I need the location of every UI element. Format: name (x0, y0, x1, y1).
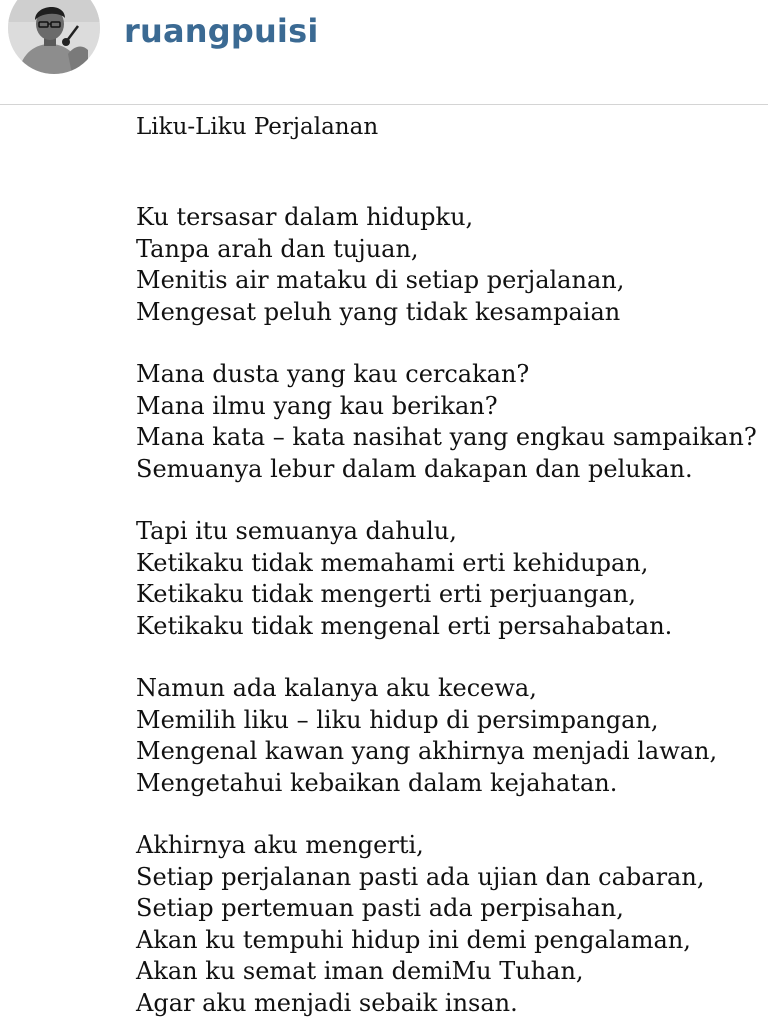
poem-line: Menitis air mataku di setiap perjalanan, (136, 266, 625, 294)
poem-line: Mana dusta yang kau cercakan? (136, 360, 530, 388)
username-link[interactable]: ruangpuisi (124, 12, 319, 50)
stanza (136, 673, 762, 799)
poem-line: Mengenal kawan yang akhirnya menjadi lawan, (136, 737, 718, 765)
profile-photo-icon (8, 0, 100, 74)
poem-line: Setiap perjalanan pasti ada ujian dan cabaran, (136, 862, 705, 891)
poem-line: Semuanya lebur dalam dakapan dan pelukan. (136, 454, 693, 483)
poem-line: Memilih liku – liku hidup di persimpangan, (136, 705, 659, 734)
stanza (136, 359, 762, 485)
poem-line: Mana ilmu yang kau berikan? (136, 391, 498, 420)
poem-line: Agar aku menjadi sebaik insan. (136, 988, 518, 1017)
post-header (0, 0, 768, 105)
poem-line: Mana kata – kata nasihat yang engkau sampaikan? (136, 423, 757, 451)
poem-line: Ketikaku tidak mengenal erti persahabatan. (136, 611, 673, 640)
stanza (136, 202, 762, 328)
poem-line: Ketikaku tidak mengerti erti perjuangan, (136, 580, 636, 608)
stanza (136, 830, 762, 1019)
poem-line: Mengesat peluh yang tidak kesampaian (136, 297, 621, 326)
poem-title: Liku-Liku Perjalanan (136, 114, 379, 140)
poem-line: Akan ku semat iman demiMu Tuhan, (136, 957, 584, 985)
poem-line: Tapi itu semuanya dahulu, (136, 517, 457, 545)
stanza (136, 516, 762, 642)
poem-line: Akan ku tempuhi hidup ini demi pengalaman, (136, 925, 691, 954)
poem-line: Namun ada kalanya aku kecewa, (136, 674, 537, 702)
poem-body (136, 112, 762, 1019)
poem-line: Akhirnya aku mengerti, (136, 831, 424, 859)
poem-line: Mengetahui kebaikan dalam kejahatan. (136, 768, 618, 797)
avatar[interactable] (8, 0, 100, 74)
poem-line: Ketikaku tidak memahami erti kehidupan, (136, 548, 649, 577)
poem-line: Setiap pertemuan pasti ada perpisahan, (136, 894, 624, 922)
poem-line: Tanpa arah dan tujuan, (136, 234, 419, 263)
poem-line: Ku tersasar dalam hidupku, (136, 203, 474, 231)
